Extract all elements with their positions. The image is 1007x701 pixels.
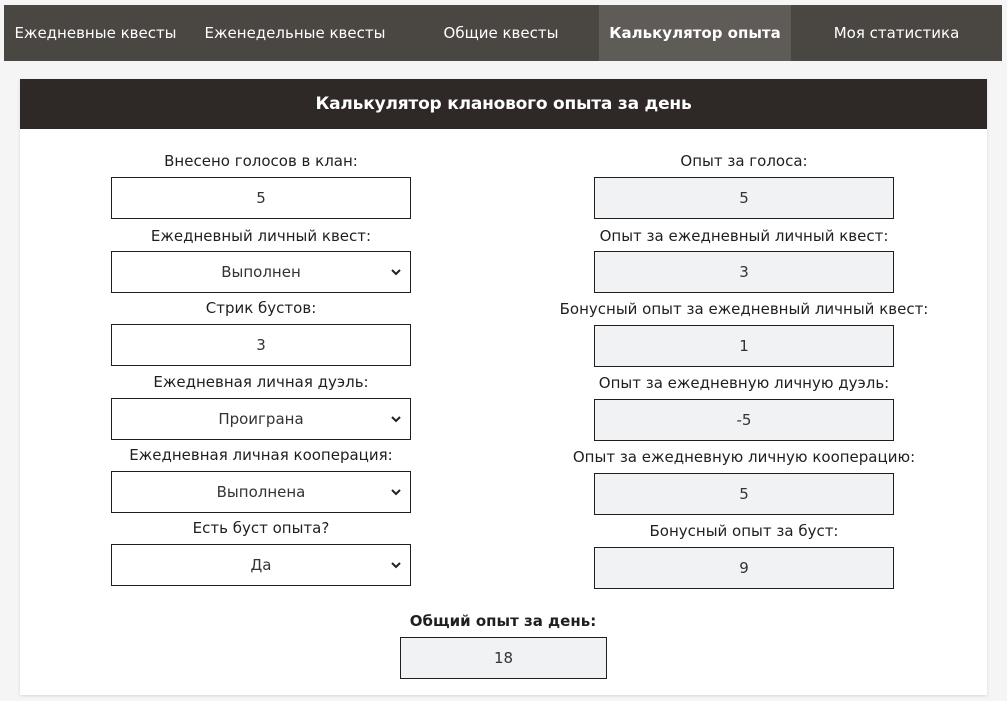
daily-coop-select[interactable]: [111, 471, 411, 513]
daily-duel-label: Ежедневная личная дуэль:: [153, 373, 369, 391]
daily-duel-xp-output-value: -5: [736, 411, 752, 429]
daily-quest-select-value: Выполнен: [221, 263, 301, 281]
daily-quest-xp-output-value: 3: [739, 263, 749, 281]
daily-duel-xp-label: Опыт за ежедневную личную дуэль:: [598, 374, 890, 392]
xp-boost-select-value: Да: [250, 556, 272, 574]
chevron-down-icon: [390, 413, 402, 425]
daily-duel-select-value: Проиграна: [218, 410, 304, 428]
daily-quest-xp-label: Опыт за ежедневный личный квест:: [599, 227, 889, 245]
daily-quest-xp-output: [594, 251, 894, 293]
chevron-down-icon: [390, 486, 402, 498]
total-xp-output: [400, 637, 607, 679]
total-xp-label: Общий опыт за день:: [409, 612, 597, 630]
daily-quest-bonus-output-value: 1: [739, 337, 749, 355]
votes-input-value: 5: [256, 189, 266, 207]
daily-duel-xp-output: [594, 399, 894, 441]
daily-quest-bonus-output: [594, 325, 894, 367]
boost-streak-input[interactable]: [111, 324, 411, 366]
daily-coop-xp-label: Опыт за ежедневную личную кооперацию:: [572, 448, 916, 466]
nav-tab-common-quests[interactable]: Общие квесты: [443, 24, 559, 42]
chevron-down-icon: [390, 266, 402, 278]
nav-tab-weekly-quests[interactable]: Еженедельные квесты: [204, 24, 386, 42]
chevron-down-icon: [390, 559, 402, 571]
daily-coop-label: Ежедневная личная кооперация:: [129, 446, 393, 464]
daily-quest-label: Ежедневный личный квест:: [150, 227, 372, 245]
nav-tab-my-stats[interactable]: Моя статистика: [833, 24, 960, 42]
nav-tab-daily-quests[interactable]: Ежедневные квесты: [14, 24, 177, 42]
xp-boost-label: Есть буст опыта?: [192, 519, 330, 537]
xp-boost-select[interactable]: [111, 544, 411, 586]
nav-tab-xp-calculator[interactable]: Калькулятор опыта: [599, 5, 791, 61]
total-xp-output-value: 18: [493, 649, 514, 667]
daily-coop-select-value: Выполнена: [216, 483, 306, 501]
daily-quest-bonus-label: Бонусный опыт за ежедневный личный квест:: [559, 300, 929, 318]
votes-xp-label: Опыт за голоса:: [680, 152, 808, 170]
calculator-title: Калькулятор кланового опыта за день: [20, 79, 987, 129]
daily-duel-select[interactable]: [111, 398, 411, 440]
boost-streak-input-value: 3: [256, 336, 266, 354]
votes-label: Внесено голосов в клан:: [164, 152, 358, 170]
boost-streak-label: Стрик бустов:: [205, 299, 317, 317]
boost-bonus-output-value: 9: [739, 559, 749, 577]
boost-bonus-output: [594, 547, 894, 589]
daily-coop-xp-output-value: 5: [739, 485, 749, 503]
boost-bonus-label: Бонусный опыт за буст:: [649, 522, 839, 540]
daily-quest-select[interactable]: [111, 251, 411, 293]
votes-xp-output-value: 5: [739, 189, 749, 207]
votes-xp-output: [594, 177, 894, 219]
top-nav: [4, 5, 1002, 61]
daily-coop-xp-output: [594, 473, 894, 515]
votes-input[interactable]: [111, 177, 411, 219]
calculator-card: [20, 79, 987, 695]
